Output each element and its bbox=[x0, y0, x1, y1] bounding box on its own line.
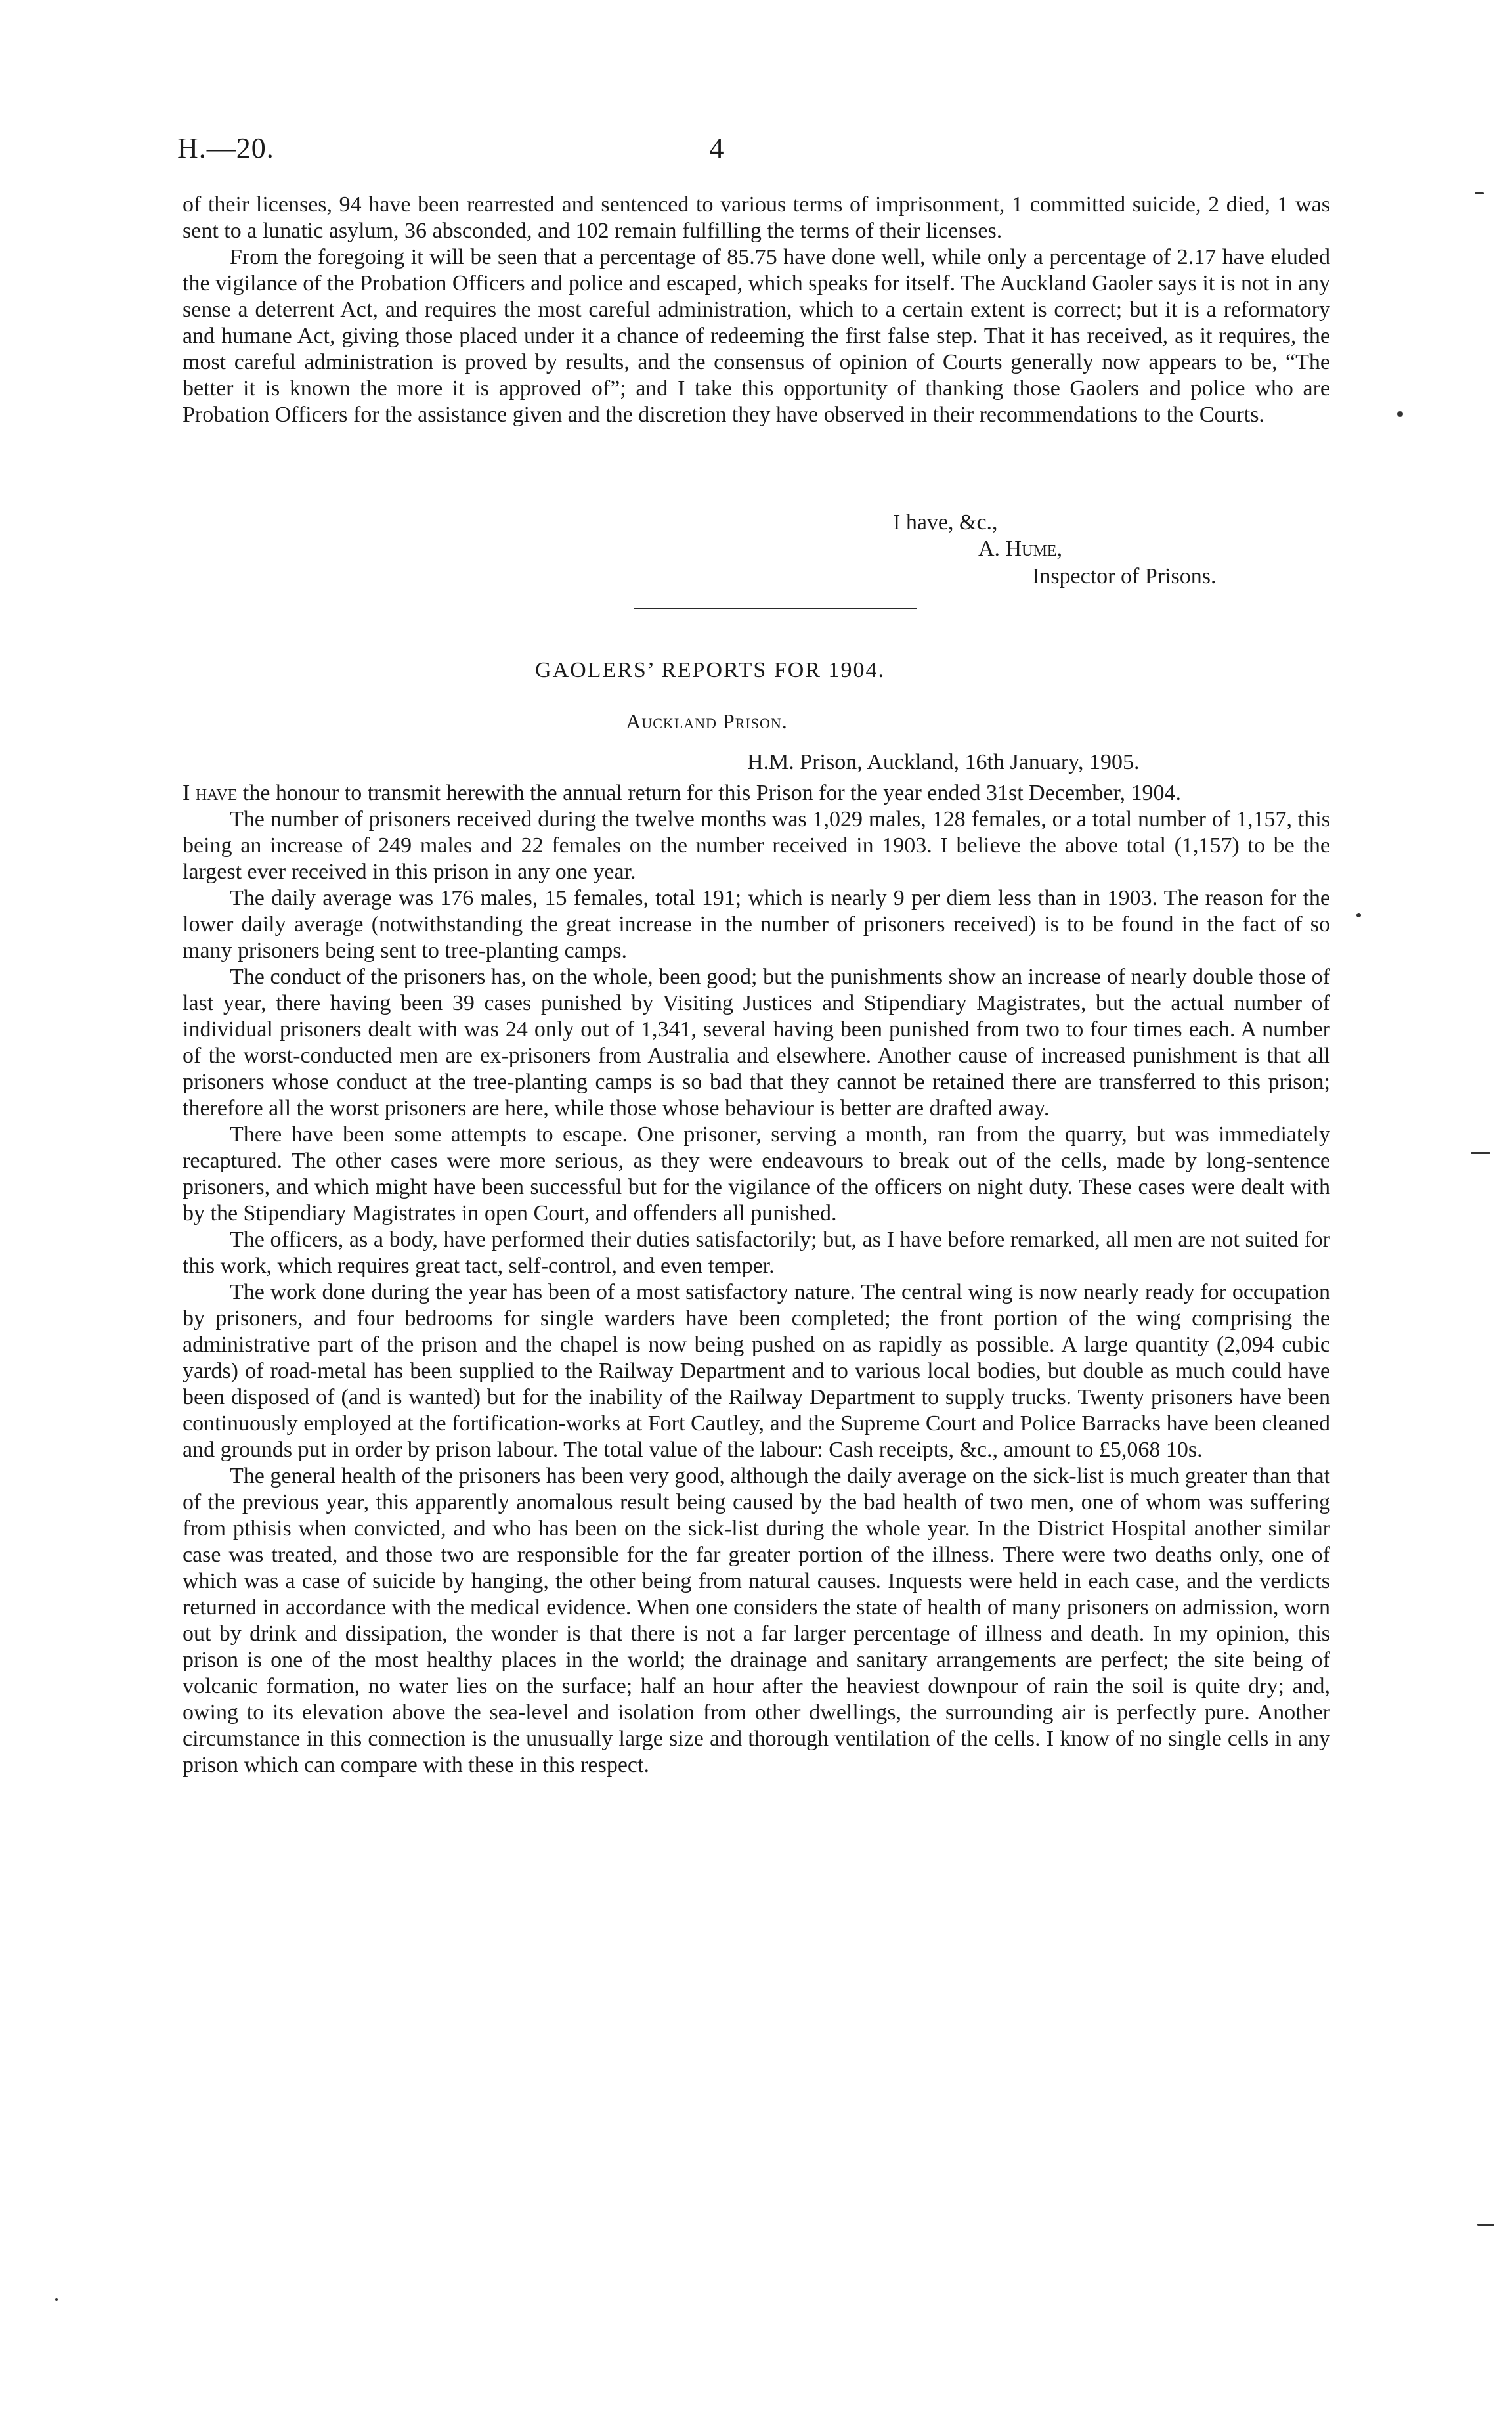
scan-speck bbox=[1475, 192, 1484, 194]
report-opening-paragraph bbox=[183, 780, 1330, 806]
opening-rest: the honour to transmit herewith the annual return for this Prison for the year ended 31st December, 1904. bbox=[237, 781, 1181, 805]
report-dateline: H.M. Prison, Auckland, 16th January, 1905. bbox=[747, 750, 1140, 774]
signoff-signature: A. Hume, bbox=[978, 537, 1062, 561]
intro-paragraph: From the foregoing it will be seen that a percentage of 85.75 have done well, while only a percentage of 2.17 have eluded the vigilance of the Probation Officers and police and escaped, which speaks for itself. The Auckland Gaoler says it is not in any sense a deterrent Act, and requires the most careful administration, which to a certain extent is correct; but it is a reformatory and humane Act, giving those placed under it a chance of redeeming the first false step. That it has received, as it requires, the most careful administration is proved by results, and the consensus of opinion of Courts generally now appears to be, “The better it is known the more it is approved of”; and I take this opportunity of thanking those Gaolers and police who are Probation Officers for the assistance given and the discretion they have observed in their recommendations to the Courts. bbox=[183, 245, 1330, 427]
scan-speck bbox=[1477, 2224, 1494, 2226]
page-header bbox=[177, 131, 1335, 171]
section-divider bbox=[634, 608, 917, 609]
report-paragraph: The officers, as a body, have performed their duties satisfactorily; but, as I have before remarked, all men are not suited for this work, which requires great tact, self-control, and even temper. bbox=[183, 1227, 1330, 1278]
report-text bbox=[183, 780, 1330, 1778]
report-paragraph: The number of prisoners received during the twelve months was 1,029 males, 128 females, or a total number of 1,157, this being an increase of 249 males and 22 females on the number received in 1903. I believe the above total (1,157) to be the largest ever received in this prison in any one year. bbox=[183, 807, 1330, 884]
scan-speck bbox=[1397, 411, 1403, 417]
document-number: H.—20. bbox=[177, 132, 274, 164]
page-number: 4 bbox=[709, 132, 724, 164]
signoff-title: Inspector of Prisons. bbox=[1032, 564, 1217, 588]
section-title: GAOLERS’ REPORTS FOR 1904. bbox=[535, 658, 885, 682]
scan-speck bbox=[1471, 1152, 1490, 1154]
report-paragraph: There have been some attempts to escape. One prisoner, serving a month, ran from the quarry, but was immediately recaptured. The other cases were more serious, as they were endeavours to break out of the cells, made by long-sentence prisoners, and which might have been successful but for the vigilance of the officers on night duty. These cases were dealt with by the Stipendiary Magistrates in open Court, and offenders all punished. bbox=[183, 1122, 1330, 1225]
report-paragraph: The conduct of the prisoners has, on the whole, been good; but the punishments show an increase of nearly double those of last year, there having been 39 cases punished by Visiting Justices and Stipendiary Magistrates, but the actual number of individual prisoners dealt with was 24 only out of 1,341, several having been punished from two to four times each. A number of the worst-conducted men are ex-prisoners from Australia and elsewhere. Another cause of increased punishment is that all prisoners whose conduct at the tree-planting camps is so bad that they cannot be retained there are transferred to this prison; therefore all the worst prisoners are here, while those whose behaviour is better are drafted away. bbox=[183, 965, 1330, 1120]
prison-heading: Auckland Prison. bbox=[626, 709, 788, 733]
intro-text bbox=[183, 192, 1330, 428]
report-paragraph: The work done during the year has been of a most satisfactory nature. The central wing is now nearly ready for occupation by prisoners, and four bedrooms for single warders have been completed; the front portion of the wing comprising the administrative part of the prison and the chapel is now being pushed on as rapidly as possible. A large quantity (2,094 cubic yards) of road-metal has been supplied to the Railway Department and to various local bodies, but double as much could have been disposed of (and is wanted) but for the inability of the Railway Department to supply trucks. Twenty prisoners have been continuously employed at the fortification-works at Fort Cautley, and the Supreme Court and Police Barracks have been cleaned and grounds put in order by prison labour. The total value of the labour: Cash receipts, &c., amount to £5,068 10s. bbox=[183, 1280, 1330, 1462]
report-paragraph: The daily average was 176 males, 15 females, total 191; which is nearly 9 per diem less than in 1903. The reason for the lower daily average (notwithstanding the great increase in the number of prisoners received) is to be found in the fact of so many prisoners being sent to tree-planting camps. bbox=[183, 886, 1330, 963]
opening-lead-words: I have bbox=[183, 781, 238, 805]
signoff-salutation: I have, &c., bbox=[893, 510, 998, 535]
scan-speck bbox=[55, 2298, 58, 2301]
intro-paragraph: of their licenses, 94 have been rearrested and sentenced to various terms of imprisonment, 1 committed suicide, 2 died, 1 was sent to a lunatic asylum, 36 absconded, and 102 remain fulfilling the terms of their licenses. bbox=[183, 192, 1330, 243]
report-paragraph: The general health of the prisoners has been very good, although the daily average on the sick-list is much greater than that of the previous year, this apparently anomalous result being caused by the bad health of two men, one of whom was suffering from pthisis when convicted, and who has been on the sick-list during the whole year. In the District Hospital another similar case was treated, and those two are responsible for the far greater portion of the illness. There were two deaths only, one of which was a case of suicide by hanging, the other being from natural causes. Inquests were held in each case, and the verdicts returned in accordance with the medical evidence. When one considers the state of health of many prisoners on admission, worn out by drink and dissipation, the wonder is that there is not a far larger percentage of illness and death. In my opinion, this prison is one of the most healthy places in the world; the drainage and sanitary arrangements are perfect; the site being of volcanic formation, no water lies on the surface; half an hour after the heaviest downpour of rain the soil is quite dry; and, owing to its elevation above the sea-level and isolation from other dwellings, the surrounding air is perfectly pure. Another circumstance in this connection is the unusually large size and thorough ventilation of the cells. I know of no single cells in any prison which can compare with these in this respect. bbox=[183, 1464, 1330, 1777]
scan-speck bbox=[1356, 913, 1361, 917]
